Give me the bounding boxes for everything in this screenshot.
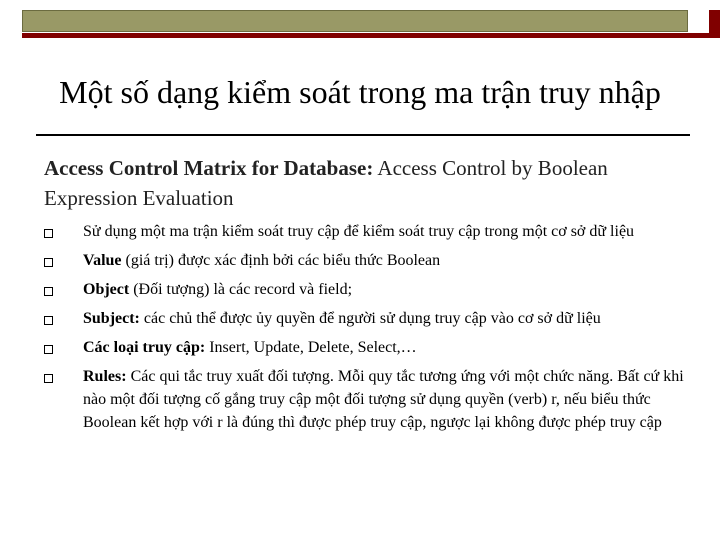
- item-bold: Object: [83, 281, 130, 298]
- lead-text: Access Control by Boolean Expression Evaluation: [44, 156, 608, 210]
- lead-bold: Access Control Matrix for Database:: [44, 156, 374, 180]
- list-item: [44, 278, 684, 301]
- item-text: Các qui tắc truy xuất đối tượng. Mỗi quy tắc tương ứng với một chức năng. Bất cứ khi nào một đối tượng cố gắng truy cập một đối tượng sử dụng quyền (verb) r, nếu biểu thức Boolean kết hợp với r là đúng thì được phép truy cập, ngược lại không được phép truy cập: [83, 368, 684, 431]
- item-bold: Rules:: [83, 368, 127, 385]
- square-bullet-icon: [44, 258, 53, 267]
- item-bold: Các loại truy cập:: [83, 339, 206, 356]
- list-item: [44, 220, 684, 243]
- list-item: [44, 307, 684, 330]
- square-bullet-icon: [44, 345, 53, 354]
- list-item: [44, 365, 684, 434]
- slide-title: Một số dạng kiểm soát trong ma trận truy nhập: [59, 74, 661, 110]
- lead-paragraph: [44, 153, 704, 213]
- item-bold: Value: [83, 252, 122, 269]
- item-text: (giá trị) được xác định bởi các biểu thức Boolean: [121, 252, 441, 269]
- item-bold: Subject:: [83, 310, 140, 327]
- square-bullet-icon: [44, 287, 53, 296]
- item-text: (Đối tượng) là các record và field;: [129, 281, 353, 298]
- maroon-underline: [22, 33, 710, 38]
- title-divider: [36, 134, 690, 136]
- item-text: các chủ thể được ủy quyền để người sử dụng truy cập vào cơ sở dữ liệu: [139, 310, 601, 327]
- item-text: Sử dụng một ma trận kiểm soát truy cập để kiểm soát truy cập trong một cơ sở dữ liệu: [83, 223, 635, 240]
- list-item: [44, 336, 684, 359]
- square-bullet-icon: [44, 316, 53, 325]
- item-text: Insert, Update, Delete, Select,…: [205, 339, 417, 356]
- square-bullet-icon: [44, 374, 53, 383]
- list-item: [44, 249, 684, 272]
- maroon-block: [709, 10, 720, 38]
- olive-bar: [22, 10, 688, 32]
- bullet-list: [44, 220, 684, 440]
- square-bullet-icon: [44, 229, 53, 238]
- header-decoration: [22, 10, 710, 38]
